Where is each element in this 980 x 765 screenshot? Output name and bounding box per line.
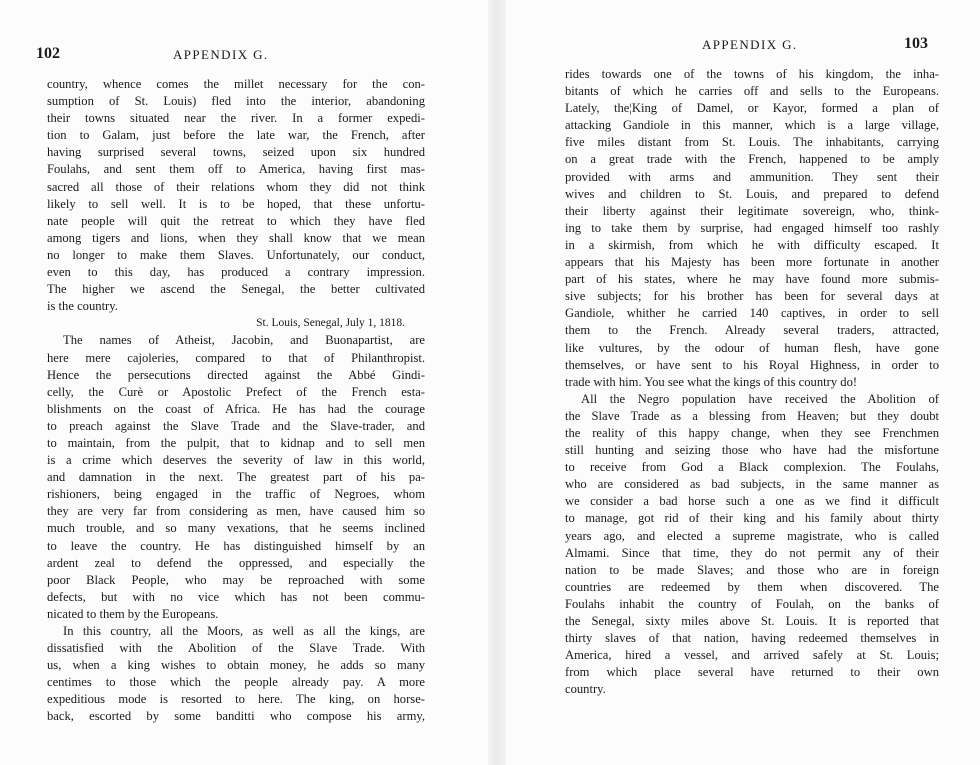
text-line: rishioners, being engaged in the traffic of Negroes, whom — [47, 487, 425, 502]
running-head: APPENDIX G. — [702, 37, 798, 52]
text-line: wives and children to St. Louis, and prepared to defend — [565, 186, 939, 201]
text-line: them to the French. Already several traders, attracted, — [565, 323, 939, 338]
text-line: back, escorted by some banditti who compose his army, — [47, 709, 425, 724]
text-line: nate people will quit the retreat to which they have fled — [47, 213, 425, 228]
text-line: The names of Atheist, Jacobin, and Buonapartist, are — [63, 333, 425, 348]
text-line: sumption of St. Louis) fled into the interior, abandoning — [47, 94, 425, 109]
text-line: themselves, or have sent to his Royal Highness, in order to — [565, 357, 939, 372]
text-line: appears that his Majesty has been more fortunate in another — [565, 255, 939, 270]
text-line: is a crime which deserves the severity of law in this world, — [47, 453, 425, 468]
text-line: The higher we ascend the Senegal, the better cultivated — [47, 282, 425, 297]
text-line: in a skirmish, from which he with difficulty escaped. It — [565, 237, 939, 252]
page-body-text — [565, 66, 939, 698]
text-line: nation to be made Slaves; and those who are in foreign — [565, 562, 939, 577]
text-line: country. — [565, 682, 606, 697]
text-line: dissatisfied with the Abolition of the Slave Trade. With — [47, 641, 425, 656]
text-line: to leave the country. He has distinguished himself by an — [47, 538, 425, 553]
text-line: Hence the persecutions directed against the Abbé Gindi- — [47, 367, 425, 382]
text-line: celly, the Curè or Apostolic Prefect of the French esta- — [47, 384, 425, 399]
page-body-text — [47, 76, 425, 726]
text-line: Lately, the¦King of Damel, or Kayor, formed a plan of — [565, 101, 939, 116]
text-line: Foulahs, and sent them off to America, having first mas- — [47, 162, 425, 177]
text-line: from which place several have returned to their own — [565, 665, 939, 680]
text-line: the Senegal, sixty miles above St. Louis. It is reported that — [565, 614, 939, 628]
text-line: sacred all those of their relations whom they did not think — [47, 179, 425, 194]
text-line: to receive from God a Black complexion. The Foulahs, — [565, 460, 939, 475]
text-line: on a great trade with the French, happened to be amply — [565, 152, 939, 167]
text-line: poor Black People, who may be reproached with some — [47, 572, 425, 587]
text-line: to maintain, from the pulpit, that to kidnap and to sell men — [47, 435, 425, 450]
text-line: the Slave Trade as a blessing from Heaven; but they doubt — [565, 408, 939, 423]
text-line: who are considered as bad subjects, in the same manner as — [565, 477, 939, 492]
text-line: nicated to them by the Europeans. — [47, 606, 219, 621]
text-line: ing to take them by surprise, had engaged himself too rashly — [565, 220, 939, 235]
text-line: Foulahs inhabit the country of Foulah, on the banks of — [565, 596, 939, 611]
text-line: ardent zeal to defend the oppressed, and especially the — [47, 555, 425, 570]
text-line: defects, but with no vice which has not been commu- — [47, 589, 425, 604]
text-line: five miles distant from St. Louis. The inhabitants, carrying — [565, 135, 939, 150]
text-line: is the country. — [47, 299, 118, 314]
text-line: St. Louis, Senegal, July 1, 1818. — [256, 317, 405, 330]
text-line: part of his states, where he may have found more submis- — [565, 272, 939, 287]
text-line: country, whence comes the millet necessary for the con- — [47, 77, 425, 91]
text-line: their liberty against their legitimate sovereign, who, think- — [565, 203, 939, 218]
text-line: their towns situated near the river. In a former expedi- — [47, 111, 425, 126]
text-line: rides towards one of the towns of his kingdom, the inha- — [565, 67, 939, 81]
text-line: here mere cajoleries, compared to that of Philanthropist. — [47, 350, 425, 365]
text-line: sive subjects; for his brother has been for several days at — [565, 289, 939, 304]
text-line: provided with arms and ammunition. They sent their — [565, 169, 939, 184]
text-line: no longer to make them Slaves. Unfortunately, our conduct, — [47, 247, 425, 262]
text-line: All the Negro population have received the Abolition of — [581, 391, 939, 406]
text-line: expeditious mode is resorted to here. The king, on horse- — [47, 692, 425, 707]
book-gutter — [488, 0, 506, 765]
running-head: APPENDIX G. — [173, 47, 269, 62]
text-line: us, when a king wishes to obtain money, he adds so many — [47, 658, 425, 673]
text-line: In this country, all the Moors, as well as all the kings, are — [63, 624, 425, 638]
text-line: thirty slaves of that nation, having redeemed themselves in — [565, 631, 939, 646]
text-line: bitants of which he carries off and sells to the Europeans. — [565, 84, 939, 99]
text-line: like vultures, by the odour of human flesh, have gone — [565, 340, 939, 355]
text-line: centimes to those which the people already pay. A more — [47, 675, 425, 690]
text-line: to preach against the Slave Trade and the Slave-trader, and — [47, 418, 425, 433]
text-line: still hunting and seizing those who have had the misfortune — [565, 443, 939, 458]
text-line: Almami. Since that time, they do not permit any of their — [565, 545, 939, 560]
text-line: having surprised several towns, seized upon six hundred — [47, 145, 425, 160]
text-line: years ago, and elected a supreme magistrate, who is called — [565, 528, 939, 543]
text-line: America, hired a vessel, and arrived safely at St. Louis; — [565, 648, 939, 663]
text-line: blishments on the coast of Africa. He has had the courage — [47, 401, 425, 416]
text-line: to manage, got rid of their king and his family about thirty — [565, 511, 939, 526]
text-line: attacking Gandiole in this manner, which is a large village, — [565, 118, 939, 133]
page-number: 102 — [36, 45, 60, 62]
text-line: trade with him. You see what the kings of this country do! — [565, 374, 858, 389]
page-number: 103 — [904, 35, 928, 52]
text-line: the reality of this happy change, when they see Frenchmen — [565, 425, 939, 440]
text-line: tion to Galam, just before the late war, the French, after — [47, 128, 425, 143]
text-line: likely to sell well. It is to be hoped, that these unfortu- — [47, 196, 425, 211]
right-page — [506, 0, 980, 765]
left-page — [0, 0, 488, 765]
text-line: Gandiole, whither he carried 140 captives, in order to sell — [565, 306, 939, 321]
text-line: they are very far from considering as men, have caused him so — [47, 504, 425, 519]
text-line: and damnation in the next. The greatest part of his pa- — [47, 470, 425, 485]
text-line: much trouble, and so many vexations, that he seems inclined — [47, 521, 425, 536]
text-line: we consider a bad horse such a one as we find it difficult — [565, 494, 939, 509]
text-line: countries are redeemed by them when discovered. The — [565, 579, 939, 594]
text-line: even to this day, has produced a contrary impression. — [47, 265, 425, 280]
text-line: among tigers and lions, when they shall know that we mean — [47, 230, 425, 245]
